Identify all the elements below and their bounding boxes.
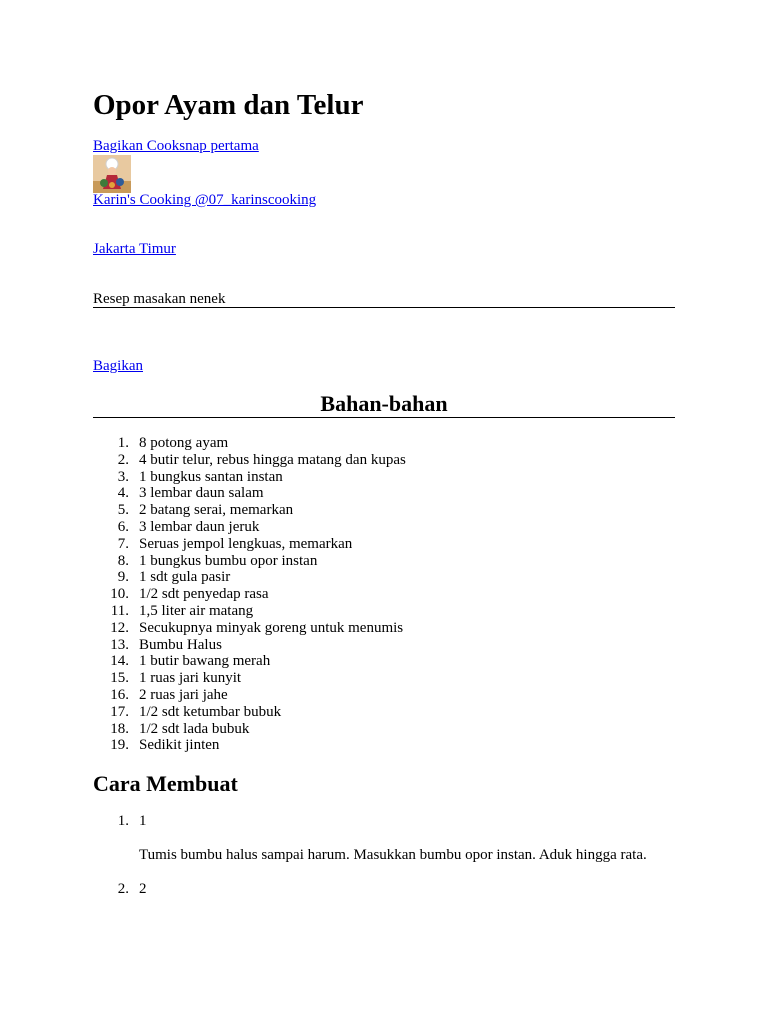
ingredient-item: [93, 586, 406, 603]
ingredient-number: 17.: [110, 703, 129, 720]
ingredient-text: 1 bungkus santan instan: [139, 468, 283, 485]
ingredient-number: 6.: [117, 518, 129, 535]
ingredient-number: 3.: [117, 468, 129, 485]
ingredient-text: 3 lembar daun salam: [139, 485, 264, 502]
ingredient-item: [93, 536, 406, 553]
ingredient-item: [93, 721, 406, 738]
ingredient-item: [93, 603, 406, 620]
ingredient-item: [93, 485, 406, 502]
ingredient-number: 9.: [117, 569, 129, 586]
ingredient-text: 1/2 sdt lada bubuk: [139, 720, 250, 737]
ingredient-item: [93, 519, 406, 536]
step-item: [93, 881, 693, 898]
ingredient-number: 5.: [117, 502, 129, 519]
ingredient-item: [93, 569, 406, 586]
ingredient-item: [93, 553, 406, 570]
step-label: 2: [139, 881, 147, 897]
ingredient-text: Sedikit jinten: [139, 737, 220, 754]
ingredient-text: 1 butir bawang merah: [139, 653, 271, 670]
step-item: [93, 813, 693, 864]
ingredient-number: 13.: [110, 636, 129, 653]
steps-heading: Cara Membuat: [93, 771, 238, 796]
ingredient-item: [93, 452, 406, 469]
ingredient-text: Seruas jempol lengkuas, memarkan: [139, 535, 353, 552]
ingredient-number: 2.: [117, 451, 129, 468]
page-title: Opor Ayam dan Telur: [93, 89, 364, 121]
ingredient-item: [93, 620, 406, 637]
ingredient-number: 16.: [110, 686, 129, 703]
location-link[interactable]: Jakarta Timur: [93, 241, 176, 257]
ingredient-number: 12.: [110, 619, 129, 636]
ingredient-text: 1 bungkus bumbu opor instan: [139, 552, 318, 569]
ingredient-number: 1.: [117, 435, 129, 451]
steps-list: [93, 813, 693, 898]
step-number: 1.: [117, 813, 129, 829]
ingredient-item: [93, 653, 406, 670]
ingredient-number: 8.: [117, 552, 129, 569]
ingredient-item: [93, 670, 406, 687]
ingredient-number: 7.: [117, 535, 129, 552]
ingredient-text: Bumbu Halus: [139, 636, 222, 653]
share-link[interactable]: Bagikan: [93, 358, 143, 374]
ingredient-item: [93, 704, 406, 721]
recipe-story: Resep masakan nenek: [93, 291, 675, 308]
ingredient-number: 18.: [110, 720, 129, 737]
ingredient-number: 4.: [117, 485, 129, 502]
author-avatar[interactable]: [93, 155, 131, 193]
ingredient-number: 14.: [110, 653, 129, 670]
ingredient-number: 11.: [110, 602, 129, 619]
ingredient-number: 15.: [110, 670, 129, 687]
ingredients-heading: Bahan-bahan: [93, 391, 675, 418]
step-number-row: [93, 881, 693, 898]
ingredient-text: 4 butir telur, rebus hingga matang dan kupas: [139, 451, 406, 468]
ingredient-text: 2 ruas jari jahe: [139, 686, 228, 703]
ingredient-text: 1,5 liter air matang: [139, 602, 254, 619]
ingredients-list: [93, 435, 406, 754]
ingredient-item: [93, 469, 406, 486]
step-text: Tumis bumbu halus sampai harum. Masukkan bumbu opor instan. Aduk hingga rata.: [139, 847, 647, 863]
cooksnap-link[interactable]: Bagikan Cooksnap pertama: [93, 138, 259, 154]
ingredient-text: 2 batang serai, memarkan: [139, 502, 294, 519]
ingredient-text: 1 sdt gula pasir: [139, 569, 231, 586]
step-number-row: [93, 813, 693, 830]
ingredient-number: 19.: [110, 737, 129, 754]
ingredient-text: 8 potong ayam: [139, 435, 229, 451]
avatar-icon: [93, 155, 131, 193]
ingredient-item: [93, 502, 406, 519]
ingredient-text: 3 lembar daun jeruk: [139, 518, 260, 535]
ingredient-item: [93, 687, 406, 704]
ingredient-item: [93, 435, 406, 452]
author-link[interactable]: Karin's Cooking @07_karinscooking: [93, 192, 317, 208]
step-number: 2.: [117, 881, 129, 897]
ingredient-text: 1/2 sdt penyedap rasa: [139, 586, 269, 603]
ingredient-text: Secukupnya minyak goreng untuk menumis: [139, 619, 404, 636]
step-label: 1: [139, 813, 147, 829]
ingredient-text: 1/2 sdt ketumbar bubuk: [139, 703, 282, 720]
ingredient-text: 1 ruas jari kunyit: [139, 670, 242, 687]
ingredient-number: 10.: [110, 586, 129, 603]
ingredient-item: [93, 737, 406, 754]
ingredient-item: [93, 637, 406, 654]
